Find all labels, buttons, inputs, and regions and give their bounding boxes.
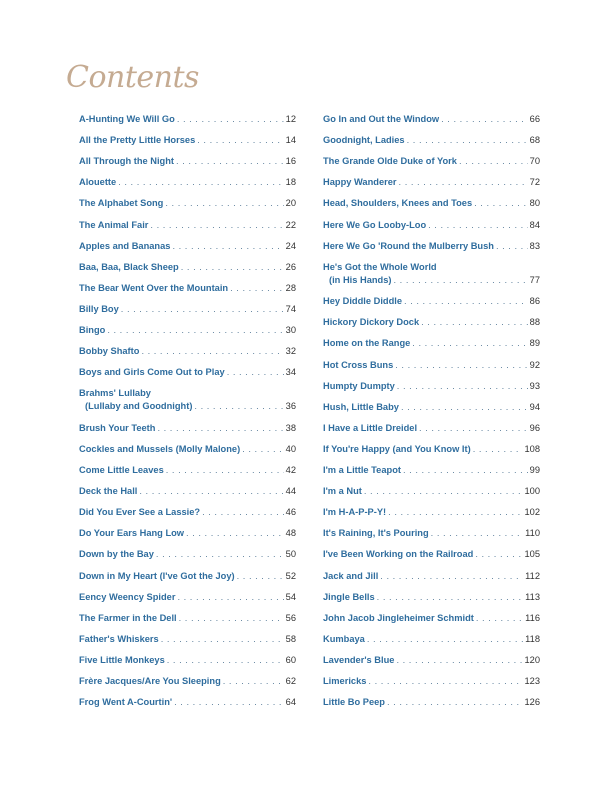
- toc-entry[interactable]: [79, 303, 296, 316]
- toc-entry-page-number: 54: [285, 591, 296, 602]
- toc-entry[interactable]: [79, 633, 296, 646]
- dot-leader: [401, 401, 528, 414]
- dot-leader: [177, 113, 284, 126]
- toc-entry[interactable]: [323, 337, 540, 350]
- dot-leader: [161, 633, 284, 646]
- toc-entry-page-number: 74: [285, 303, 296, 314]
- toc-entry-title: Head, Shoulders, Knees and Toes: [323, 198, 473, 209]
- dot-leader: [172, 240, 283, 253]
- toc-entry[interactable]: [79, 387, 296, 413]
- toc-entry[interactable]: [79, 675, 296, 688]
- toc-entry-page-number: 96: [529, 422, 540, 433]
- toc-entry[interactable]: [323, 548, 540, 561]
- dot-leader: [174, 696, 284, 709]
- dot-leader: [380, 570, 523, 583]
- toc-entry-title: Limericks: [323, 676, 367, 686]
- toc-entry-page-number: 86: [529, 296, 540, 307]
- toc-entry-page-number: 116: [525, 612, 540, 623]
- toc-entry[interactable]: [323, 176, 540, 189]
- toc-entry[interactable]: [323, 506, 540, 519]
- toc-entry-title-continued: (Lullaby and Goodnight): [85, 401, 193, 412]
- dot-leader: [403, 464, 528, 477]
- toc-entry[interactable]: [323, 527, 540, 540]
- toc-entry[interactable]: [323, 443, 540, 456]
- dot-leader: [387, 696, 522, 709]
- toc-entry[interactable]: [323, 675, 540, 688]
- dot-leader: [419, 422, 528, 435]
- toc-entry[interactable]: [323, 380, 540, 393]
- toc-entry-title: Alouette: [79, 177, 117, 188]
- dot-leader: [496, 240, 528, 253]
- toc-entry-page-number: 80: [529, 198, 540, 209]
- toc-entry-title: The Grande Olde Duke of York: [323, 156, 457, 167]
- dot-leader: [157, 422, 283, 435]
- toc-entry-page-number: 102: [524, 507, 540, 518]
- dot-leader: [230, 282, 284, 295]
- toc-entry[interactable]: [323, 197, 540, 210]
- toc-entry[interactable]: [79, 134, 296, 147]
- toc-entry-page-number: 56: [285, 612, 296, 623]
- toc-entry-title: I'm a Nut: [323, 486, 362, 497]
- toc-entry-page-number: 62: [285, 676, 296, 686]
- toc-entry[interactable]: [323, 155, 540, 168]
- toc-entry-title: Brahms' Lullaby: [79, 388, 151, 399]
- dot-leader: [165, 197, 283, 210]
- dot-leader: [404, 295, 528, 308]
- toc-entry-page-number: 58: [285, 633, 296, 644]
- toc-entry-title: Come Little Leaves: [79, 465, 164, 475]
- toc-entry-page-number: 89: [529, 338, 540, 349]
- toc-entry-title: Jack and Jill: [323, 570, 379, 581]
- toc-entry-page-number: 38: [285, 422, 296, 433]
- dot-leader: [377, 591, 524, 604]
- toc-entry-title: Brush Your Teeth: [79, 422, 156, 433]
- toc-entry-title: I'm H-A-P-P-Y!: [323, 507, 387, 518]
- dot-leader: [459, 155, 528, 168]
- toc-entry-page-number: 42: [285, 465, 296, 475]
- toc-entry-title: Hot Cross Buns: [323, 359, 394, 370]
- dot-leader: [197, 134, 283, 147]
- toc-entry-page-number: 88: [529, 317, 540, 328]
- toc-entry[interactable]: [79, 176, 296, 189]
- toc-entry-page-number: 20: [285, 198, 296, 209]
- toc-entry[interactable]: [323, 113, 540, 126]
- toc-entry-title: The Animal Fair: [79, 219, 149, 230]
- toc-entry-title: Hush, Little Baby: [323, 401, 399, 412]
- toc-entry-page-number: 16: [285, 156, 296, 167]
- toc-entry-title-continued: (in His Hands): [329, 274, 392, 285]
- toc-entry-title: Jingle Bells: [323, 591, 375, 602]
- toc-entry[interactable]: [79, 485, 296, 498]
- toc-entry-title: Hickory Dickory Dock: [323, 317, 420, 328]
- toc-entry-title: Eency Weency Spider: [79, 591, 176, 602]
- toc-entry[interactable]: [323, 654, 540, 667]
- toc-entry-page-number: 108: [524, 443, 540, 454]
- toc-entry[interactable]: [79, 155, 296, 168]
- toc-entry-page-number: 44: [285, 486, 296, 497]
- toc-entry-title: Did You Ever See a Lassie?: [79, 507, 201, 518]
- dot-leader: [394, 274, 528, 287]
- dot-leader: [194, 400, 283, 413]
- toc-entry-page-number: 77: [529, 274, 540, 285]
- dot-leader: [227, 366, 284, 379]
- toc-entry-title: I've Been Working on the Railroad: [323, 549, 474, 560]
- dot-leader: [364, 485, 523, 498]
- toc-entry-title: Apples and Bananas: [79, 240, 171, 251]
- toc-entry[interactable]: [323, 295, 540, 308]
- toc-entry[interactable]: [79, 506, 296, 519]
- toc-entry-page-number: 112: [525, 570, 540, 581]
- toc-entry[interactable]: [79, 261, 296, 274]
- toc-entry-page-number: 83: [529, 240, 540, 251]
- toc-entry-page-number: 12: [285, 114, 296, 124]
- toc-entry-page-number: 100: [524, 486, 540, 497]
- toc-entry-page-number: 66: [529, 114, 540, 124]
- dot-leader: [368, 675, 522, 688]
- toc-entry[interactable]: [323, 219, 540, 232]
- dot-leader: [177, 591, 283, 604]
- dot-leader: [412, 337, 527, 350]
- toc-entry-title: Frère Jacques/Are You Sleeping: [79, 676, 221, 686]
- toc-entry-title: He's Got the Whole World: [323, 261, 437, 272]
- toc-entry[interactable]: [79, 591, 296, 604]
- toc-entry-title: Kumbaya: [323, 633, 365, 644]
- toc-entry-page-number: 68: [529, 135, 540, 146]
- toc-entry-page-number: 60: [285, 654, 296, 665]
- toc-entry-page-number: 52: [285, 570, 296, 581]
- toc-entry[interactable]: [323, 696, 540, 709]
- toc-entry-title: Bobby Shafto: [79, 346, 140, 357]
- toc-entry-title: Humpty Dumpty: [323, 380, 395, 391]
- toc-entry[interactable]: [323, 240, 540, 253]
- toc-entry-page-number: 18: [285, 177, 296, 188]
- toc-entry-page-number: 36: [285, 401, 296, 412]
- toc-entry-page-number: 34: [285, 367, 296, 378]
- toc-entry[interactable]: [79, 345, 296, 358]
- dot-leader: [141, 345, 283, 358]
- toc-entry[interactable]: [79, 696, 296, 709]
- toc-entry[interactable]: [323, 633, 540, 646]
- dot-leader: [118, 176, 283, 189]
- toc-entry-page-number: 50: [285, 549, 296, 560]
- dot-leader: [428, 219, 528, 232]
- toc-entry-page-number: 46: [285, 507, 296, 518]
- toc-entry[interactable]: [323, 359, 540, 372]
- toc-entry-page-number: 30: [285, 325, 296, 335]
- toc-entry-title: Lavender's Blue: [323, 654, 395, 665]
- toc-entry[interactable]: [79, 527, 296, 540]
- toc-entry[interactable]: [323, 261, 540, 287]
- dot-leader: [407, 134, 528, 147]
- page-title: Contents: [66, 60, 199, 95]
- dot-leader: [237, 570, 284, 583]
- dot-leader: [431, 527, 524, 540]
- toc-entry[interactable]: [79, 464, 296, 477]
- dot-leader: [179, 612, 284, 625]
- toc-entry[interactable]: [323, 316, 540, 329]
- toc-entry-page-number: 70: [529, 156, 540, 167]
- toc-entry-title: Five Little Monkeys: [79, 654, 165, 665]
- toc-entry-page-number: 110: [525, 528, 540, 539]
- toc-entry-title: Do Your Ears Hang Low: [79, 528, 185, 539]
- toc-entry[interactable]: [79, 612, 296, 625]
- toc-entry-title: I Have a Little Dreidel: [323, 422, 418, 433]
- dot-leader: [441, 113, 528, 126]
- toc-entry[interactable]: [323, 401, 540, 414]
- dot-leader: [202, 506, 284, 519]
- toc-entry[interactable]: [79, 197, 296, 210]
- toc-entry-page-number: 14: [285, 135, 296, 146]
- dot-leader: [139, 485, 283, 498]
- toc-entry-title: All Through the Night: [79, 156, 175, 167]
- toc-entry-title: Hey Diddle Diddle: [323, 296, 403, 307]
- toc-entry-title: I'm a Little Teapot: [323, 465, 401, 475]
- toc-entry-title: The Farmer in the Dell: [79, 612, 177, 623]
- toc-entry-page-number: 24: [285, 240, 296, 251]
- toc-entry[interactable]: [79, 548, 296, 561]
- toc-entry-title: Little Bo Peep: [323, 697, 385, 708]
- toc-entry[interactable]: [79, 422, 296, 435]
- toc-entry[interactable]: [323, 570, 540, 583]
- toc-entry-page-number: 32: [285, 346, 296, 357]
- dot-leader: [473, 443, 523, 456]
- toc-entry-title: Frog Went A-Courtin': [79, 697, 173, 708]
- dot-leader: [186, 527, 284, 540]
- toc-entry[interactable]: [79, 654, 296, 667]
- toc-entry[interactable]: [323, 485, 540, 498]
- toc-entry-title: Deck the Hall: [79, 486, 138, 497]
- dot-leader: [166, 464, 284, 477]
- toc-entry-page-number: 92: [529, 359, 540, 370]
- toc-entry-title: If You're Happy (and You Know It): [323, 443, 471, 454]
- toc-entry-title: It's Raining, It's Pouring: [323, 528, 429, 539]
- toc-entry-title: A-Hunting We Will Go: [79, 114, 175, 124]
- toc-entry-title: Here We Go 'Round the Mulberry Bush: [323, 240, 494, 251]
- toc-entry[interactable]: [323, 134, 540, 147]
- toc-entry-page-number: 118: [525, 633, 540, 644]
- toc-entry-title: Goodnight, Ladies: [323, 135, 405, 146]
- toc-entry-title: Baa, Baa, Black Sheep: [79, 261, 179, 272]
- toc-entry-title: Bingo: [79, 325, 106, 335]
- toc-entry-title: Down by the Bay: [79, 549, 154, 560]
- toc-entry[interactable]: [79, 113, 296, 126]
- toc-entry-page-number: 94: [529, 401, 540, 412]
- toc-entry[interactable]: [323, 464, 540, 477]
- toc-entry-title: The Bear Went Over the Mountain: [79, 282, 229, 293]
- toc-entry-page-number: 64: [285, 697, 296, 708]
- dot-leader: [388, 506, 522, 519]
- toc-entry[interactable]: [79, 366, 296, 379]
- toc-entry[interactable]: [323, 612, 540, 625]
- dot-leader: [176, 155, 284, 168]
- dot-leader: [223, 675, 284, 688]
- toc-entry-page-number: 105: [524, 549, 540, 560]
- toc-entry[interactable]: [79, 240, 296, 253]
- toc-entry[interactable]: [79, 282, 296, 295]
- toc-entry-title: The Alphabet Song: [79, 198, 164, 209]
- dot-leader: [167, 654, 284, 667]
- dot-leader: [150, 219, 283, 232]
- toc-entry-page-number: 40: [285, 443, 296, 454]
- toc-entry-page-number: 126: [524, 697, 540, 708]
- dot-leader: [397, 380, 528, 393]
- toc-entry[interactable]: [323, 591, 540, 604]
- toc-entry-title: Father's Whiskers: [79, 633, 159, 644]
- toc-entry-page-number: 22: [285, 219, 296, 230]
- toc-entry-page-number: 48: [285, 528, 296, 539]
- dot-leader: [399, 176, 528, 189]
- dot-leader: [181, 261, 284, 274]
- toc-entry-page-number: 99: [529, 465, 540, 475]
- toc-entry-page-number: 26: [285, 261, 296, 272]
- toc-entry-page-number: 113: [525, 591, 540, 602]
- toc-entry-title: Down in My Heart (I've Got the Joy): [79, 570, 235, 581]
- toc-entry-title: Billy Boy: [79, 303, 119, 314]
- toc-entry-page-number: 28: [285, 282, 296, 293]
- toc-entry-title: Home on the Range: [323, 338, 411, 349]
- toc-entry-page-number: 120: [524, 654, 540, 665]
- toc-entry-page-number: 72: [529, 177, 540, 188]
- toc-entry[interactable]: [79, 324, 296, 337]
- toc-entry-title: Cockles and Mussels (Molly Malone): [79, 443, 241, 454]
- toc-entry-page-number: 123: [524, 676, 540, 686]
- toc-entry-page-number: 84: [529, 219, 540, 230]
- dot-leader: [156, 548, 284, 561]
- dot-leader: [474, 197, 528, 210]
- dot-leader: [476, 612, 523, 625]
- dot-leader: [395, 359, 527, 372]
- toc-entry-title: Boys and Girls Come Out to Play: [79, 367, 225, 378]
- dot-leader: [121, 303, 284, 316]
- dot-leader: [242, 443, 283, 456]
- toc-entry-title: Go In and Out the Window: [323, 114, 440, 124]
- toc-entry-title: Here We Go Looby-Loo: [323, 219, 427, 230]
- dot-leader: [421, 316, 528, 329]
- toc-entry-page-number: 93: [529, 380, 540, 391]
- dot-leader: [107, 324, 283, 337]
- toc-entry[interactable]: [323, 422, 540, 435]
- dot-leader: [475, 548, 522, 561]
- toc-entry-title: John Jacob Jingleheimer Schmidt: [323, 612, 474, 623]
- dot-leader: [367, 633, 523, 646]
- toc-entry[interactable]: [79, 443, 296, 456]
- dot-leader: [396, 654, 522, 667]
- toc-entry-title: Happy Wanderer: [323, 177, 397, 188]
- toc-entry[interactable]: [79, 570, 296, 583]
- toc-entry-title: All the Pretty Little Horses: [79, 135, 196, 146]
- toc-entry[interactable]: [79, 219, 296, 232]
